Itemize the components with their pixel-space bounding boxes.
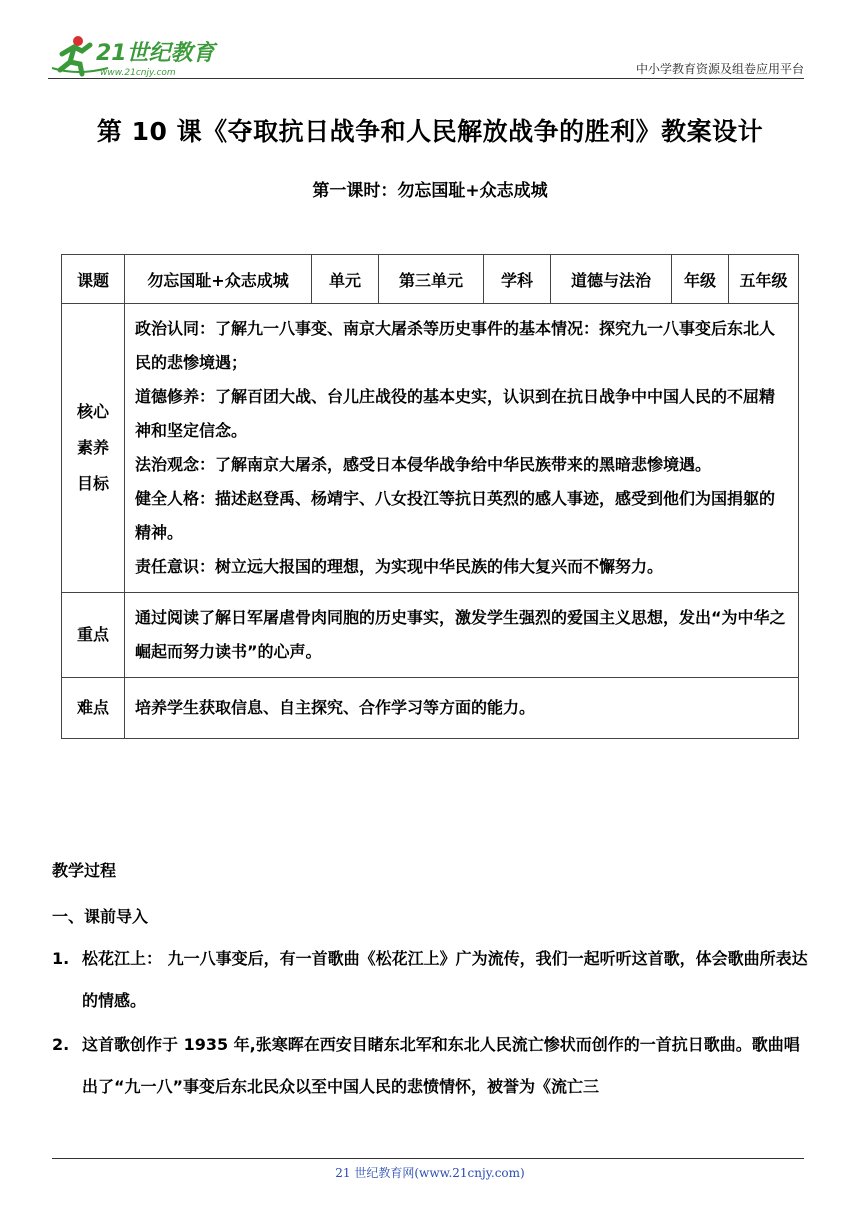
subject-value: 道德与法治 bbox=[551, 255, 672, 304]
logo-text: 21世纪教育 bbox=[96, 41, 215, 66]
platform-tagline: 中小学教育资源及组卷应用平台 bbox=[635, 62, 804, 76]
unit-label: 单元 bbox=[312, 255, 379, 304]
lesson-plan-table bbox=[61, 254, 799, 739]
list-item bbox=[52, 1024, 812, 1108]
goal-political: 政治认同：了解九一八事变、南京大屠杀等历史事件的基本情况：探究九一八事变后东北人民的悲惨境遇； bbox=[135, 319, 776, 372]
process-heading: 教学过程 bbox=[52, 861, 117, 880]
subject-label: 学科 bbox=[484, 255, 551, 304]
table-row bbox=[62, 304, 799, 593]
topic-value: 勿忘国耻+众志成城 bbox=[125, 255, 312, 304]
goal-moral: 道德修养：了解百团大战、台儿庄战役的基本史实，认识到在抗日战争中中国人民的不屈精神和坚定信念。 bbox=[135, 387, 776, 440]
table-row bbox=[62, 593, 799, 678]
page-header bbox=[48, 32, 804, 80]
grade-value: 五年级 bbox=[729, 255, 799, 304]
table-row bbox=[62, 678, 799, 739]
key-point-content: 通过阅读了解日军屠虐骨肉同胞的历史事实，激发学生强烈的爱国主义思想，发出“为中华之崛起而努力读书”的心声。 bbox=[125, 593, 799, 678]
grade-label: 年级 bbox=[672, 255, 729, 304]
list-number: 2. bbox=[52, 1035, 70, 1054]
document-title: 第 10 课《夺取抗日战争和人民解放战争的胜利》教案设计 bbox=[96, 117, 764, 146]
goals-content bbox=[125, 304, 799, 593]
table-row bbox=[62, 255, 799, 304]
footer-link[interactable]: 21 世纪教育网(www.21cnjy.com) bbox=[335, 1166, 525, 1180]
footer-divider bbox=[52, 1158, 804, 1159]
difficulty-content: 培养学生获取信息、自主探究、合作学习等方面的能力。 bbox=[125, 678, 799, 739]
goal-personality: 健全人格：描述赵登禹、杨靖宇、八女投江等抗日英烈的感人事迹，感受到他们为国捐躯的精神。 bbox=[135, 489, 776, 542]
key-point-label: 重点 bbox=[62, 593, 125, 678]
list-text: 这首歌创作于 1935 年,张寒晖在西安目睹东北军和东北人民流亡惨状而创作的一首抗日歌曲。歌曲唱出了“九一八”事变后东北民众以至中国人民的悲愤情怀，被誉为《流亡三 bbox=[82, 1035, 800, 1096]
header-divider bbox=[48, 78, 804, 79]
goals-label: 核心 素养 目标 bbox=[62, 304, 125, 593]
section-heading: 一、课前导入 bbox=[52, 907, 149, 926]
goal-responsibility: 责任意识：树立远大报国的理想，为实现中华民族的伟大复兴而不懈努力。 bbox=[135, 557, 664, 576]
site-logo[interactable] bbox=[48, 32, 218, 78]
goal-law: 法治观念：了解南京大屠杀，感受日本侵华战争给中华民族带来的黑暗悲惨境遇。 bbox=[135, 455, 712, 474]
list-text: 松花江上： 九一八事变后，有一首歌曲《松花江上》广为流传，我们一起听听这首歌，体会歌曲所表达的情感。 bbox=[82, 949, 808, 1010]
difficulty-label: 难点 bbox=[62, 678, 125, 739]
topic-label: 课题 bbox=[62, 255, 125, 304]
list-item bbox=[52, 938, 812, 1022]
runner-logo-icon bbox=[48, 32, 218, 78]
logo-url-text: www.21cnjy.com bbox=[100, 68, 176, 78]
list-number: 1. bbox=[52, 949, 70, 968]
document-subtitle: 第一课时：勿忘国耻+众志成城 bbox=[312, 181, 548, 201]
unit-value: 第三单元 bbox=[379, 255, 484, 304]
